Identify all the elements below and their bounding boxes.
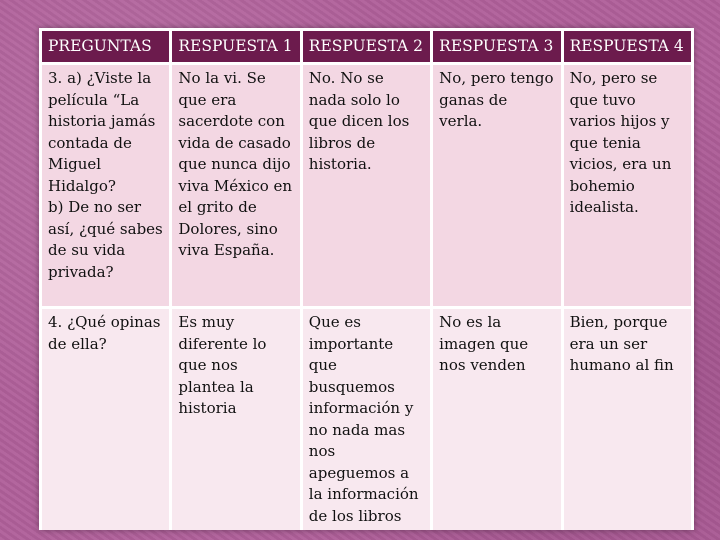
table-row xyxy=(42,309,691,530)
table-header-row xyxy=(42,31,691,62)
answer-cell: Que es importante que busquemos información y no nada mas nos apeguemos a la información de los libros xyxy=(303,309,430,530)
header-respuesta-3: RESPUESTA 3 xyxy=(433,31,560,62)
header-respuesta-1: RESPUESTA 1 xyxy=(172,31,299,62)
answer-cell: Bien, porque era un ser humano al fin xyxy=(564,309,691,530)
answer-cell: No la vi. Se que era sacerdote con vida de casado que nunca dijo viva México en el grito de Dolores, sino viva España. xyxy=(172,65,299,306)
answer-cell: No es la imagen que nos venden xyxy=(433,309,560,530)
header-respuesta-4: RESPUESTA 4 xyxy=(564,31,691,62)
answer-cell: No, pero tengo ganas de verla. xyxy=(433,65,560,306)
question-cell: 4. ¿Qué opinas de ella? xyxy=(42,309,169,530)
slide-frame xyxy=(39,28,694,530)
question-cell: 3. a) ¿Viste la película “La historia jamás contada de Miguel Hidalgo? b) De no ser así, ¿qué sabes de su vida privada? xyxy=(42,65,169,306)
header-respuesta-2: RESPUESTA 2 xyxy=(303,31,430,62)
header-preguntas: PREGUNTAS xyxy=(42,31,169,62)
answer-cell: Es muy diferente lo que nos plantea la historia xyxy=(172,309,299,530)
table-row xyxy=(42,65,691,306)
questions-table xyxy=(39,28,694,533)
answer-cell: No. No se nada solo lo que dicen los libros de historia. xyxy=(303,65,430,306)
answer-cell: No, pero se que tuvo varios hijos y que tenia vicios, era un bohemio idealista. xyxy=(564,65,691,306)
